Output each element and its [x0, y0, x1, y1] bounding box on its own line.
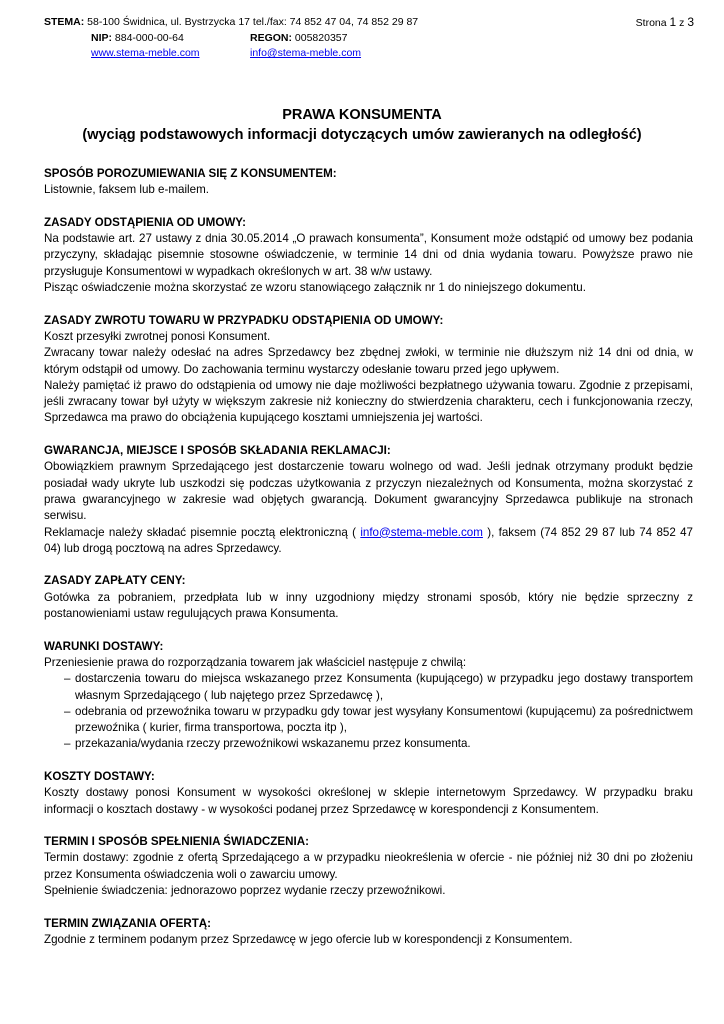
header-address-row: [44, 15, 694, 31]
paragraph: Termin dostawy: zgodnie z ofertą Sprzedającego a w przypadku nieokreślenia w ofercie - nie później niż 30 dni po złożeniu przez Konsumenta oświadczenia woli o zawarciu umowy.: [44, 851, 693, 881]
paragraph: Koszt przesyłki zwrotnej ponosi Konsument.: [44, 329, 271, 343]
section-heading: GWARANCJA, MIEJSCE I SPOSÓB SKŁADANIA REKLAMACJI:: [44, 444, 391, 458]
list-item: [44, 736, 693, 752]
list-item-text: odebrania od przewoźnika towaru w przypadku gdy towar jest wysyłany Konsumentowi (kupującemu) za pośrednictwem przewoźnika ( kurier, firma transportowa, poczta itp ),: [75, 704, 693, 735]
delivery-list: [44, 671, 693, 752]
regon-value: 005820357: [292, 31, 348, 44]
section-delivery-terms: [44, 639, 693, 753]
page-label: Strona: [635, 17, 670, 29]
complaints-email-link[interactable]: info@stema-meble.com: [360, 525, 483, 539]
section-withdrawal: [44, 215, 693, 296]
email-link[interactable]: info@stema-meble.com: [250, 47, 362, 59]
paragraph: Należy pamiętać iż prawo do odstąpienia od umowy nie daje możliwości bezpłatnego używania towaru. Zgodnie z przepisami, jeśli zwracany towar był użyty w większym zakresie niż konieczny do stwierdzenia charakteru, cech i funkcjonowania rzeczy, Sprzedawca ma prawo do obciążenia kupującego kosztami umniejszenia jej wartości.: [44, 378, 693, 425]
page-of: z: [676, 17, 688, 29]
section-warranty: [44, 443, 693, 557]
list-item: [44, 704, 693, 737]
section-heading: SPOSÓB POROZUMIEWANIA SIĘ Z KONSUMENTEM:: [44, 167, 337, 180]
section-communication: [44, 166, 693, 199]
section-delivery-costs: [44, 769, 693, 818]
paragraph: Na podstawie art. 27 ustawy z dnia 30.05.2014 „O prawach konsumenta”, Konsument może odstąpić od umowy bez podania przyczyny, składając pisemnie stosowne oświadczenie, w terminie 14 dni od dnia wydania towaru. Powyższe prawo nie przysługuje Konsumentowi w wypadkach określonych w art. 38 w/w ustawy.: [44, 232, 693, 278]
website-link[interactable]: www.stema-meble.com: [91, 47, 200, 59]
company-address: 58-100 Świdnica, ul. Bystrzycka 17 tel./fax: 74 852 47 04, 74 852 29 87: [84, 16, 419, 28]
paragraph-complaints: [44, 525, 693, 558]
paragraph: Gotówka za pobraniem, przedpłata lub w inny uzgodniony między stronami sposób, który nie będzie sprzeczny z postanowieniami ustaw regulujących prawa Konsumenta.: [44, 590, 693, 621]
paragraph: Koszty dostawy ponosi Konsument w wysokości określonej w sklepie internetowym Sprzedawcy. W przypadku braku informacji o kosztach dostawy - w wysokości podanej przez Sprzedawcę w korespondencji z Konsumentem.: [44, 786, 693, 816]
document-subtitle: (wyciąg podstawowych informacji dotyczących umów zawieranych na odległość): [82, 127, 642, 143]
nip-label: NIP:: [91, 31, 112, 44]
section-heading: WARUNKI DOSTAWY:: [44, 639, 164, 653]
section-heading: KOSZTY DOSTAWY:: [44, 769, 155, 783]
text-span: Reklamacje należy składać pisemnie pocztą elektroniczną (: [44, 525, 361, 539]
header-links-row: [44, 46, 694, 62]
section-performance: [44, 834, 693, 899]
paragraph: Spełnienie świadczenia: jednorazowo poprzez wydanie rzeczy przewoźnikowi.: [44, 884, 446, 898]
section-heading: ZASADY ZWROTU TOWARU W PRZYPADKU ODSTĄPIENIA OD UMOWY:: [44, 313, 444, 327]
document-body: [44, 166, 693, 965]
paragraph: Pisząc oświadczenie można skorzystać ze wzoru stanowiącego załącznik nr 1 do niniejszego dokumentu.: [44, 281, 586, 295]
company-label: STEMA:: [44, 16, 85, 28]
header-ids-row: [44, 31, 694, 47]
dash-bullet: –: [64, 704, 71, 718]
paragraph: Zwracany towar należy odesłać na adres Sprzedawcy bez zbędnej zwłoki, w terminie nie dłuższym niż 14 dni od dnia, w którym odstąpił od umowy. Do zachowania terminu wystarczy odesłanie towaru przed jego upływem.: [44, 346, 693, 376]
paragraph: Obowiązkiem prawnym Sprzedającego jest dostarczenie towaru wolnego od wad. Jeśli jednak otrzymany produkt będzie posiadał wady ukryte lub uszkodzi się podczas użytkowania z przyczyn niezależnych od Konsumenta, można skorzystać z prawa gwarancyjnego w zakresie wad objętych gwarancją. Dokument gwarancyjny Sprzedawca publikuje na stronach serwisu.: [44, 460, 693, 523]
regon-label: REGON:: [250, 31, 292, 44]
section-heading: ZASADY ODSTĄPIENIA OD UMOWY:: [44, 215, 247, 229]
section-heading: ZASADY ZAPŁATY CENY:: [44, 574, 186, 588]
section-returns: [44, 313, 693, 427]
paragraph: Listownie, faksem lub e-mailem.: [44, 183, 209, 197]
paragraph: Przeniesienie prawa do rozporządzania towarem jak właściciel następuje z chwilą:: [44, 655, 467, 669]
text-span: ), faksem (74 852 29 87 lub 74 852 47 04) lub drogą pocztową na adres Sprzedawcy.: [44, 525, 693, 555]
list-item-text: przekazania/wydania rzeczy przewoźnikowi wskazanemu przez konsumenta.: [75, 737, 471, 751]
section-offer-binding: [44, 916, 693, 949]
page-current: 1: [669, 15, 677, 29]
list-item: [44, 671, 693, 704]
section-heading: TERMIN I SPOSÓB SPEŁNIENIA ŚWIADCZENIA:: [44, 835, 309, 849]
page-header: [44, 15, 694, 62]
nip-value: 884-000-00-64: [112, 31, 184, 44]
regon: [250, 31, 347, 47]
section-payment: [44, 573, 693, 622]
paragraph: Zgodnie z terminem podanym przez Sprzedawcę w jego ofercie lub w korespondencji z Konsumentem.: [44, 932, 573, 946]
page-total: 3: [687, 15, 694, 29]
section-heading: TERMIN ZWIĄZANIA OFERTĄ:: [44, 916, 212, 930]
list-item-text: dostarczenia towaru do miejsca wskazanego przez Konsumenta (kupującego) w przypadku jego dostawy transportem własnym Sprzedającego ( lub najętego przez Sprzedawcę ),: [75, 672, 693, 702]
dash-bullet: –: [64, 672, 71, 686]
dash-bullet: –: [64, 737, 71, 751]
page-number: [636, 15, 694, 32]
document-title: PRAWA KONSUMENTA: [282, 107, 442, 123]
